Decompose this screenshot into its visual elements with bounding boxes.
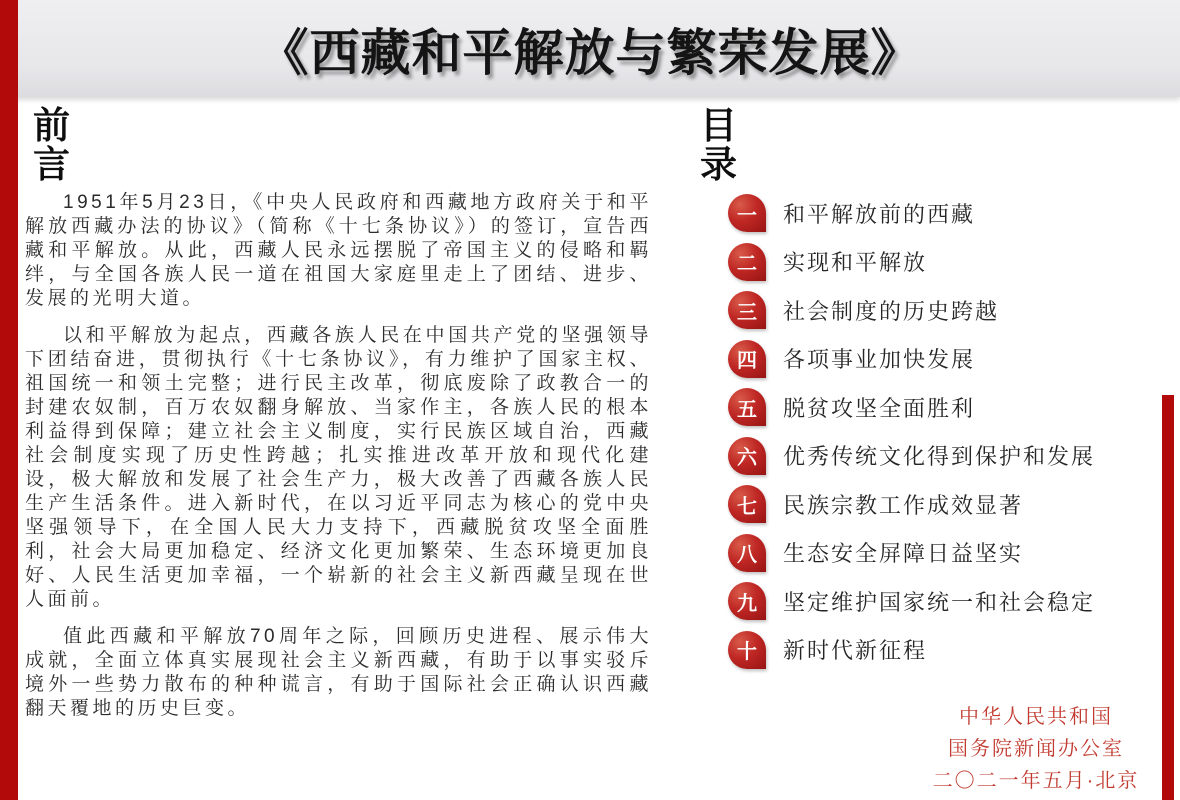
toc-item-label: 坚定维护国家统一和社会稳定: [783, 589, 1096, 615]
toc-item-9[interactable]: [728, 577, 1168, 626]
toc-number-badge: 一: [728, 194, 766, 232]
toc-item-10[interactable]: [728, 626, 1168, 675]
toc-item-label: 民族宗教工作成效显著: [783, 492, 1024, 518]
toc-number-badge: 九: [728, 582, 766, 620]
toc-item-4[interactable]: [728, 335, 1168, 384]
publisher-block: [926, 701, 1146, 797]
toc-item-label: 新时代新征程: [783, 638, 928, 664]
toc-heading: 目录: [700, 103, 737, 187]
toc-number-badge: 七: [728, 485, 766, 523]
toc-item-6[interactable]: [728, 432, 1168, 481]
toc-item-1[interactable]: [728, 189, 1168, 238]
page-title: 《西藏和平解放与繁荣发展》: [258, 22, 922, 82]
toc-item-3[interactable]: [728, 286, 1168, 335]
toc-list: [728, 189, 1168, 674]
publisher-line: 中华人民共和国: [959, 706, 1113, 728]
toc-number-badge: 十: [728, 631, 766, 669]
header-band: [0, 0, 1180, 97]
foreword-paragraph: 以和平解放为起点，西藏各族人民在中国共产党的坚强领导下团结奋进，贯彻执行《十七条协议》，有力维护了国家主权、祖国统一和领土完整；进行民主改革，彻底废除了政教合一的封建农奴制，百万农奴翻身解放、当家作主，各族人民的根本利益得到保障；建立社会主义制度，实行民族区域自治，西藏社会制度实现了历史性跨越；扎实推进改革开放和现代化建设，极大解放和发展了社会生产力，极大改善了西藏各族人民生产生活条件。进入新时代，在以习近平同志为核心的党中央坚强领导下，在全国人民大力支持下，西藏脱贫攻坚全面胜利，社会大局更加稳定、经济文化更加繁荣、生态环境更加良好、人民生活更加幸福，一个崭新的社会主义新西藏呈现在世人面前。: [25, 325, 652, 610]
right-red-stripe: [1162, 395, 1174, 800]
toc-item-label: 优秀传统文化得到保护和发展: [783, 444, 1096, 470]
toc-number-badge: 二: [728, 243, 766, 281]
publisher-line: 二〇二一年五月·北京: [932, 770, 1140, 792]
toc-number-badge: 三: [728, 291, 766, 329]
foreword-body: [25, 191, 652, 734]
toc-item-label: 脱贫攻坚全面胜利: [783, 395, 976, 421]
toc-item-label: 社会制度的历史跨越: [783, 298, 1000, 324]
toc-item-label: 和平解放前的西藏: [783, 201, 976, 227]
foreword-paragraph: 值此西藏和平解放70周年之际，回顾历史进程、展示伟大成就，全面立体真实展现社会主义新西藏，有助于以事实驳斥境外一些势力散布的种种谎言，有助于国际社会正确认识西藏翻天覆地的历史巨变。: [25, 626, 652, 719]
toc-item-label: 各项事业加快发展: [783, 347, 976, 373]
toc-number-badge: 八: [728, 534, 766, 572]
toc-item-2[interactable]: [728, 238, 1168, 287]
toc-item-5[interactable]: [728, 383, 1168, 432]
foreword-paragraph: 1951年5月23日，《中央人民政府和西藏地方政府关于和平解放西藏办法的协议》（简称《十七条协议》）的签订，宣告西藏和平解放。从此，西藏人民永远摆脱了帝国主义的侵略和羁绊，与全国各族人民一道在祖国大家庭里走上了团结、进步、发展的光明大道。: [25, 192, 652, 309]
toc-item-8[interactable]: [728, 529, 1168, 578]
toc-number-badge: 六: [728, 437, 766, 475]
publisher-line: 国务院新闻办公室: [948, 738, 1124, 760]
toc-item-7[interactable]: [728, 480, 1168, 529]
toc-item-label: 实现和平解放: [783, 250, 928, 276]
foreword-heading: 前言: [33, 103, 70, 187]
left-red-stripe: [0, 0, 18, 800]
toc-number-badge: 四: [728, 340, 766, 378]
toc-number-badge: 五: [728, 388, 766, 426]
toc-item-label: 生态安全屏障日益坚实: [783, 541, 1024, 567]
